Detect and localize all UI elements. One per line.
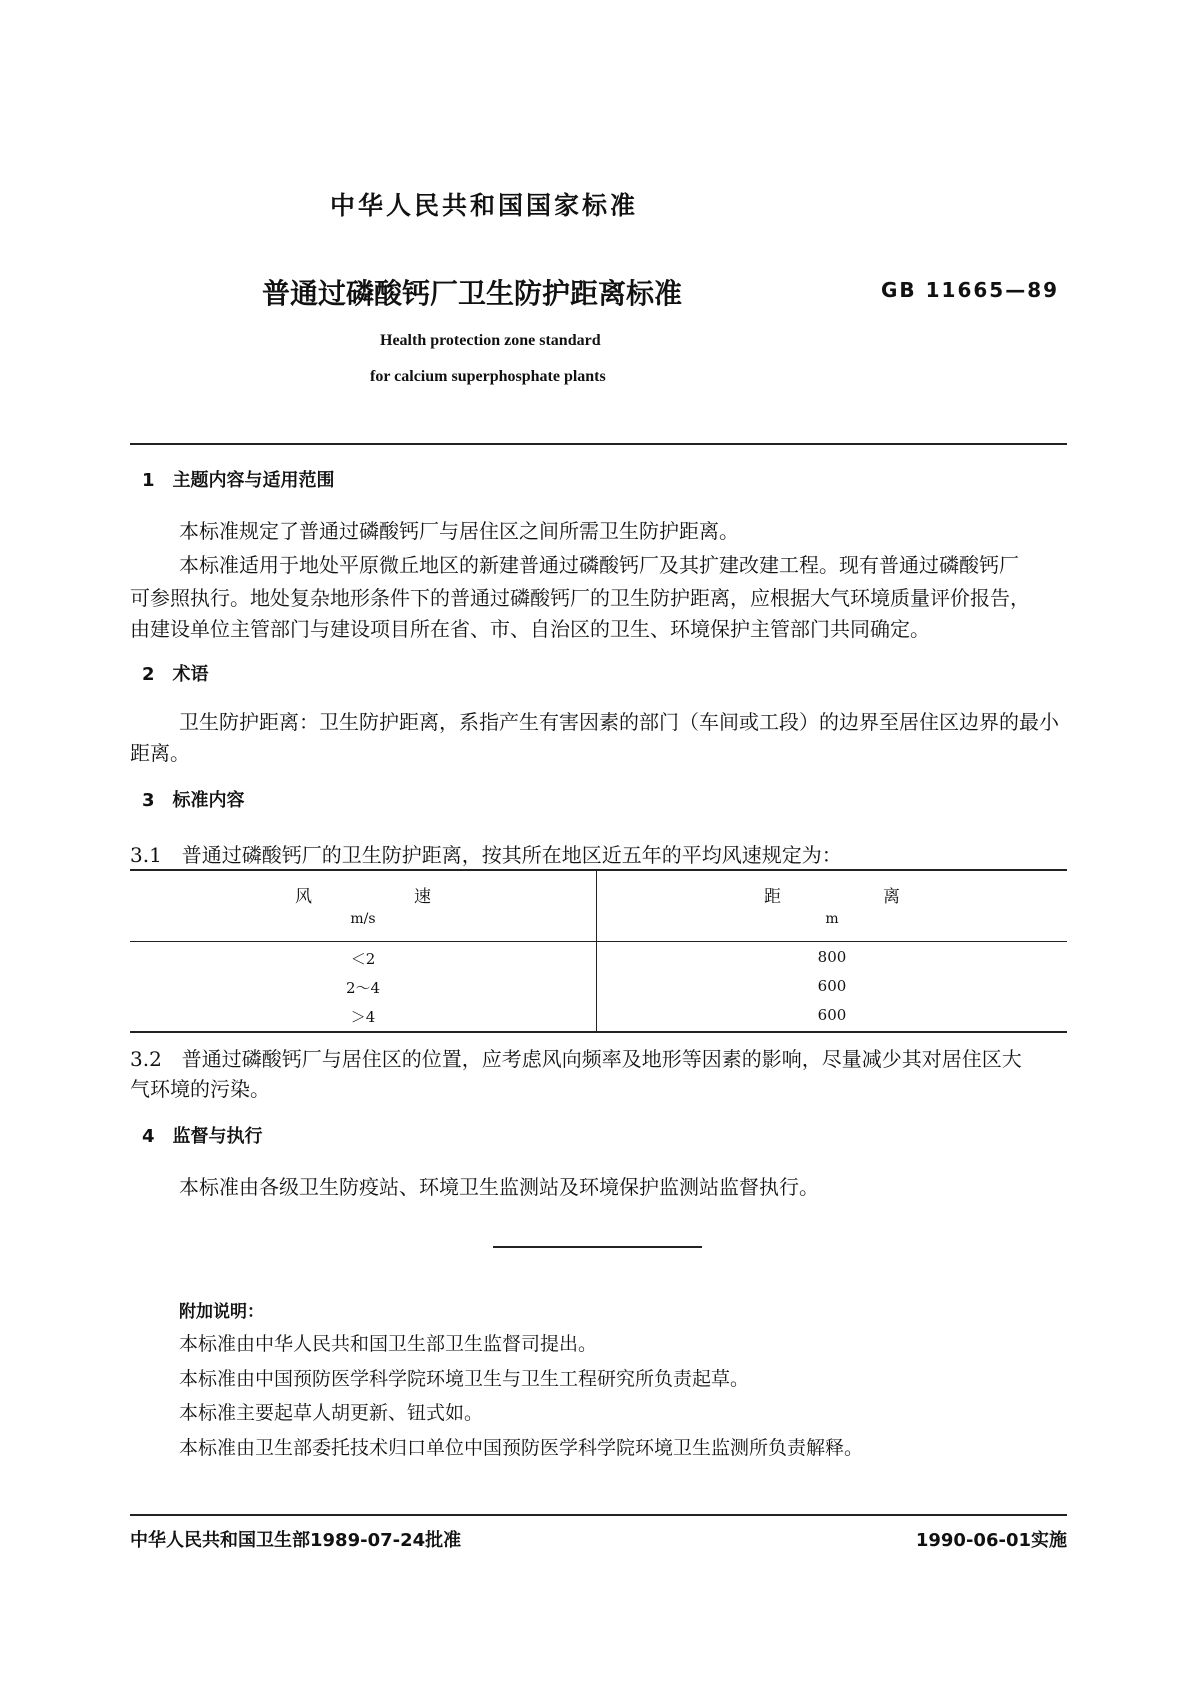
english-title-line2: for calcium superphosphate plants bbox=[370, 368, 606, 385]
clause-3-1: 3.1 普通过磷酸钙厂的卫生防护距离，按其所在地区近五年的平均风速规定为： bbox=[130, 843, 842, 867]
section-3-heading bbox=[142, 786, 245, 812]
clause-3-2: 3.2 普通过磷酸钙厂与居住区的位置，应考虑风向频率及地形等因素的影响，尽量减少其对居住区大 bbox=[130, 1047, 1022, 1071]
section-title: 监督与执行 bbox=[172, 1126, 263, 1147]
section-title: 主题内容与适用范围 bbox=[172, 470, 335, 491]
note-line: 本标准由中华人民共和国卫生部卫生监督司提出。 bbox=[179, 1333, 598, 1355]
paragraph: 由建设单位主管部门与建设项目所在省、市、自治区的卫生、环境保护主管部门共同确定。 bbox=[130, 617, 930, 641]
wind-cell: ＞4 bbox=[350, 1008, 376, 1026]
note-line: 本标准由中国预防医学科学院环境卫生与卫生工程研究所负责起草。 bbox=[179, 1368, 750, 1390]
effective-date: 1990-06-01实施 bbox=[915, 1530, 1067, 1551]
english-title-line1: Health protection zone standard bbox=[380, 332, 601, 349]
paragraph: 卫生防护距离：卫生防护距离，系指产生有害因素的部门（车间或工段）的边界至居住区边界的最小 bbox=[179, 710, 1059, 734]
wind-cell: ＜2 bbox=[350, 950, 376, 968]
standard-code: GB 11665—89 bbox=[881, 278, 1060, 302]
section-number: 2 bbox=[142, 664, 155, 685]
note-line: 本标准主要起草人胡更新、钮式如。 bbox=[179, 1402, 484, 1424]
header-divider bbox=[130, 443, 1067, 445]
section-2-heading bbox=[142, 660, 209, 686]
notes-title: 附加说明： bbox=[179, 1302, 264, 1322]
distance-cell: 600 bbox=[817, 1006, 847, 1024]
header-distance-unit: m bbox=[825, 911, 839, 927]
header-distance: 距 离 bbox=[764, 887, 900, 907]
paragraph: 距离。 bbox=[130, 741, 190, 765]
section-number: 4 bbox=[142, 1126, 155, 1147]
table-header-rule bbox=[130, 941, 1067, 942]
header-wind-speed: 风 速 bbox=[295, 887, 431, 907]
section-number: 3 bbox=[142, 790, 155, 811]
national-standard-heading: 中华人民共和国国家标准 bbox=[330, 191, 639, 220]
end-divider bbox=[493, 1246, 702, 1248]
wind-cell: 2～4 bbox=[345, 979, 381, 997]
section-4-heading bbox=[142, 1122, 263, 1148]
table-bottom-rule bbox=[130, 1031, 1067, 1033]
document-title: 普通过磷酸钙厂卫生防护距离标准 bbox=[262, 277, 683, 310]
paragraph: 本标准适用于地处平原微丘地区的新建普通过磷酸钙厂及其扩建改建工程。现有普通过磷酸钙厂 bbox=[179, 553, 1019, 577]
table-top-rule bbox=[130, 869, 1067, 871]
approval-date: 中华人民共和国卫生部1989-07-24批准 bbox=[130, 1530, 462, 1551]
section-title: 术语 bbox=[172, 664, 209, 685]
paragraph: 本标准由各级卫生防疫站、环境卫生监测站及环境保护监测站监督执行。 bbox=[179, 1175, 819, 1199]
section-title: 标准内容 bbox=[172, 790, 245, 811]
clause-3-2-cont: 气环境的污染。 bbox=[130, 1077, 270, 1101]
distance-cell: 600 bbox=[817, 977, 847, 995]
paragraph: 本标准规定了普通过磷酸钙厂与居住区之间所需卫生防护距离。 bbox=[179, 519, 739, 543]
note-line: 本标准由卫生部委托技术归口单位中国预防医学科学院环境卫生监测所负责解释。 bbox=[179, 1437, 864, 1459]
distance-cell: 800 bbox=[817, 948, 847, 966]
section-number: 1 bbox=[142, 470, 155, 491]
section-1-heading bbox=[142, 466, 335, 492]
footer-divider bbox=[130, 1514, 1067, 1516]
paragraph: 可参照执行。地处复杂地形条件下的普通过磷酸钙厂的卫生防护距离，应根据大气环境质量评价报告， bbox=[130, 586, 1030, 610]
header-wind-unit: m/s bbox=[350, 911, 376, 927]
